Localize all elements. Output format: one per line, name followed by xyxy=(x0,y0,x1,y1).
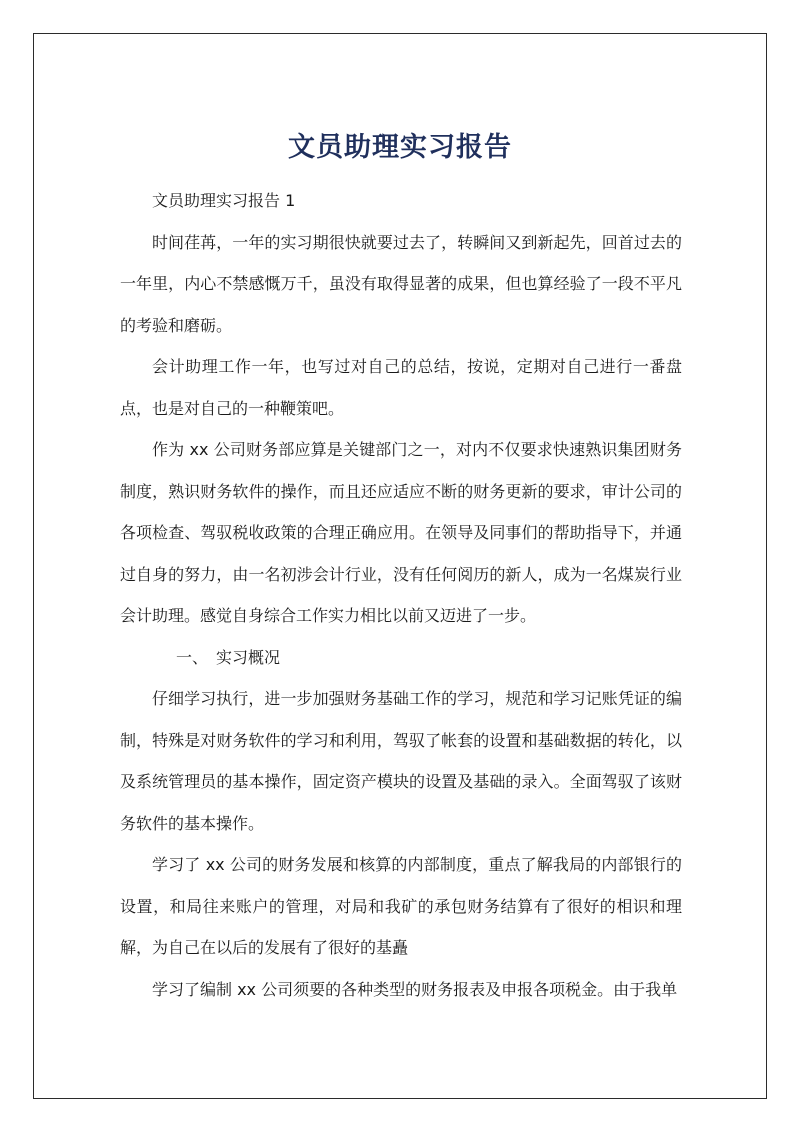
paragraph-role: 作为 xx 公司财务部应算是关键部门之一，对内不仅要求快速熟识集团财务制度，熟识财务软件的操作，而且还应适应不断的财务更新的要求，审计公司的各项检查、驾驭税收政策的合理正确应用。在领导及同事们的帮助指导下，并通过自身的努力，由一名初涉会计行业，没有任何阅历的新人，成为一名煤炭行业会计助理。感觉自身综合工作实力相比以前又迈进了一步。 xyxy=(120,440,682,625)
document-body xyxy=(120,180,682,1010)
paragraph-study: 仔细学习执行，进一步加强财务基础工作的学习，规范和学习记账凭证的编制，特殊是对财务软件的学习和利用，驾驭了帐套的设置和基础数据的转化，以及系统管理员的基本操作，固定资产模块的设置及基础的录入。全面驾驭了该财务软件的基本操作。 xyxy=(120,689,682,833)
section-number: 一、 xyxy=(176,647,209,667)
paragraph-intro: 时间荏苒，一年的实习期很快就要过去了，转瞬间又到新起先，回首过去的一年里，内心不禁感慨万千，虽没有取得显著的成果，但也算经验了一段不平凡的考验和磨砺。 xyxy=(120,232,682,335)
paragraph-system: 学习了 xx 公司的财务发展和核算的内部制度，重点了解我局的内部银行的设置，和局往来账户的管理，对局和我矿的承包财务结算有了很好的相识和理解，为自己在以后的发展有了很好的基矗 xyxy=(120,855,682,957)
section-heading xyxy=(120,637,682,679)
document-title: 文员助理实习报告 xyxy=(288,132,512,164)
section-title: 实习概况 xyxy=(216,647,281,667)
document-subtitle: 文员助理实习报告 1 xyxy=(152,191,296,210)
paragraph-summary: 会计助理工作一年，也写过对自己的总结，按说，定期对自己进行一番盘点，也是对自己的一种鞭策吧。 xyxy=(120,357,682,418)
paragraph-reports: 学习了编制 xx 公司须要的各种类型的财务报表及申报各项税金。由于我单 xyxy=(152,979,678,999)
